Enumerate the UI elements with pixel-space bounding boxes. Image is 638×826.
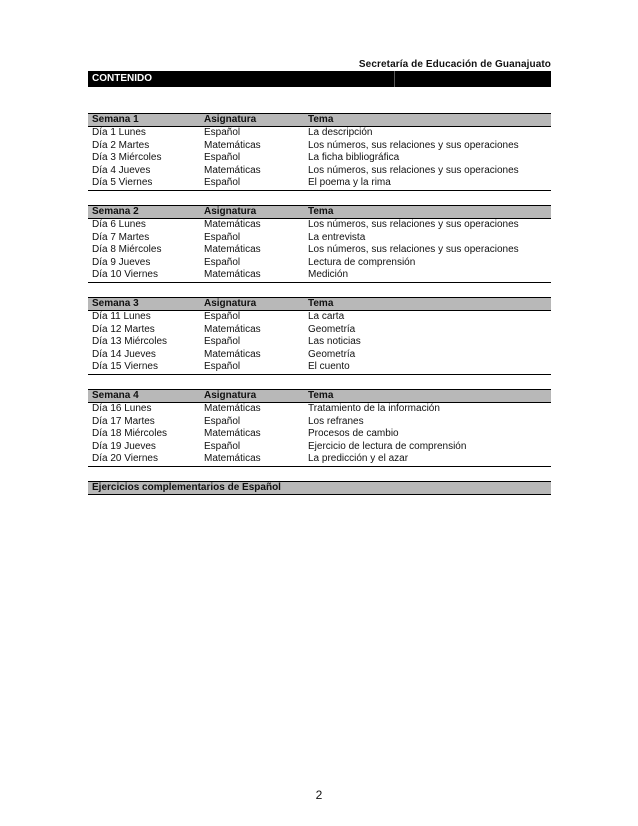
column-subject: Asignatura bbox=[204, 390, 257, 401]
week-header-3 bbox=[88, 297, 551, 311]
topic-cell: La entrevista bbox=[308, 231, 366, 243]
contents-bar bbox=[88, 71, 551, 87]
day-cell: Día 15 Viernes bbox=[92, 361, 158, 373]
subject-cell: Matemáticas bbox=[204, 139, 261, 151]
day-cell: Día 1 Lunes bbox=[92, 127, 146, 138]
complementary-exercises-bar bbox=[88, 481, 551, 495]
day-cell: Día 5 Viernes bbox=[92, 177, 153, 189]
page-number: 2 bbox=[315, 788, 323, 802]
day-cell: Día 2 Martes bbox=[92, 139, 150, 151]
contents-bar-divider bbox=[394, 71, 395, 87]
topic-cell: La descripción bbox=[308, 127, 373, 138]
week-header-4 bbox=[88, 389, 551, 403]
subject-cell: Español bbox=[204, 440, 241, 452]
table-row bbox=[88, 324, 551, 337]
week-title: Semana 2 bbox=[92, 206, 139, 217]
subject-cell: Matemáticas bbox=[204, 219, 261, 230]
week-header-2 bbox=[88, 205, 551, 219]
subject-cell: Español bbox=[204, 177, 241, 189]
day-cell: Día 10 Viernes bbox=[92, 269, 158, 281]
topic-cell: Lectura de comprensión bbox=[308, 256, 416, 268]
table-row bbox=[88, 441, 551, 454]
topic-cell: Medición bbox=[308, 269, 349, 281]
table-row bbox=[88, 177, 551, 190]
subject-cell: Español bbox=[204, 152, 241, 164]
day-cell: Día 12 Martes bbox=[92, 323, 155, 335]
column-topic: Tema bbox=[308, 298, 334, 309]
subject-cell: Matemáticas bbox=[204, 244, 261, 256]
table-row bbox=[88, 232, 551, 245]
table-row bbox=[88, 219, 551, 232]
subject-cell: Español bbox=[204, 361, 241, 373]
topic-cell: El poema y la rima bbox=[308, 177, 391, 189]
subject-cell: Español bbox=[204, 415, 241, 427]
week-title: Semana 4 bbox=[92, 390, 139, 401]
day-cell: Día 19 Jueves bbox=[92, 440, 156, 452]
subject-cell: Matemáticas bbox=[204, 403, 261, 414]
column-topic: Tema bbox=[308, 206, 334, 217]
table-row bbox=[88, 311, 551, 324]
topic-cell: Geometría bbox=[308, 348, 356, 360]
week-title: Semana 1 bbox=[92, 114, 139, 125]
day-cell: Día 3 Miércoles bbox=[92, 152, 162, 164]
table-row bbox=[88, 127, 551, 140]
complementary-exercises-label: Ejercicios complementarios de Español bbox=[92, 482, 281, 493]
day-cell: Día 16 Lunes bbox=[92, 403, 152, 414]
table-row bbox=[88, 269, 551, 282]
subject-cell: Español bbox=[204, 311, 241, 322]
subject-cell: Español bbox=[204, 231, 241, 243]
day-cell: Día 18 Miércoles bbox=[92, 428, 168, 440]
column-subject: Asignatura bbox=[204, 298, 257, 309]
week-table-2 bbox=[88, 205, 551, 283]
day-cell: Día 9 Jueves bbox=[92, 256, 151, 268]
day-cell: Día 20 Viernes bbox=[92, 453, 158, 465]
column-topic: Tema bbox=[308, 390, 334, 401]
subject-cell: Matemáticas bbox=[204, 323, 261, 335]
week-bottom-rule bbox=[88, 374, 551, 375]
day-cell: Día 8 Miércoles bbox=[92, 244, 162, 256]
topic-cell: Los números, sus relaciones y sus operaciones bbox=[308, 219, 519, 230]
table-row bbox=[88, 257, 551, 270]
column-subject: Asignatura bbox=[204, 206, 257, 217]
topic-cell: La ficha bibliográfica bbox=[308, 152, 400, 164]
topic-cell: Los números, sus relaciones y sus operaciones bbox=[308, 244, 519, 256]
table-row bbox=[88, 428, 551, 441]
table-row bbox=[88, 336, 551, 349]
day-cell: Día 7 Martes bbox=[92, 231, 150, 243]
table-row bbox=[88, 453, 551, 466]
table-row bbox=[88, 165, 551, 178]
day-cell: Día 13 Miércoles bbox=[92, 336, 168, 348]
week-bottom-rule bbox=[88, 466, 551, 467]
table-row bbox=[88, 244, 551, 257]
topic-cell: Los refranes bbox=[308, 415, 364, 427]
topic-cell: La carta bbox=[308, 311, 345, 322]
topic-cell: Ejercicio de lectura de comprensión bbox=[308, 440, 467, 452]
week-bottom-rule bbox=[88, 190, 551, 191]
week-table-3 bbox=[88, 297, 551, 375]
table-row bbox=[88, 416, 551, 429]
table-row bbox=[88, 349, 551, 362]
topic-cell: El cuento bbox=[308, 361, 350, 373]
organization-header: Secretaría de Educación de Guanajuato bbox=[358, 59, 551, 70]
subject-cell: Matemáticas bbox=[204, 453, 261, 465]
table-row bbox=[88, 152, 551, 165]
table-row bbox=[88, 361, 551, 374]
day-cell: Día 11 Lunes bbox=[92, 311, 151, 322]
subject-cell: Matemáticas bbox=[204, 269, 261, 281]
day-cell: Día 4 Jueves bbox=[92, 164, 151, 176]
week-title: Semana 3 bbox=[92, 298, 139, 309]
day-cell: Día 6 Lunes bbox=[92, 219, 146, 230]
week-table-1 bbox=[88, 113, 551, 191]
column-topic: Tema bbox=[308, 114, 334, 125]
subject-cell: Español bbox=[204, 336, 241, 348]
table-row bbox=[88, 140, 551, 153]
topic-cell: Las noticias bbox=[308, 336, 361, 348]
subject-cell: Matemáticas bbox=[204, 164, 261, 176]
week-table-4 bbox=[88, 389, 551, 467]
subject-cell: Español bbox=[204, 256, 241, 268]
topic-cell: Los números, sus relaciones y sus operaciones bbox=[308, 139, 519, 151]
topic-cell: La predicción y el azar bbox=[308, 453, 409, 465]
day-cell: Día 14 Jueves bbox=[92, 348, 156, 360]
subject-cell: Matemáticas bbox=[204, 348, 261, 360]
week-bottom-rule bbox=[88, 282, 551, 283]
contents-label: CONTENIDO bbox=[92, 73, 152, 84]
week-header-1 bbox=[88, 113, 551, 127]
topic-cell: Los números, sus relaciones y sus operaciones bbox=[308, 164, 519, 176]
table-row bbox=[88, 403, 551, 416]
day-cell: Día 17 Martes bbox=[92, 415, 155, 427]
topic-cell: Tratamiento de la información bbox=[308, 403, 440, 414]
topic-cell: Geometría bbox=[308, 323, 356, 335]
subject-cell: Español bbox=[204, 127, 241, 138]
subject-cell: Matemáticas bbox=[204, 428, 261, 440]
topic-cell: Procesos de cambio bbox=[308, 428, 399, 440]
column-subject: Asignatura bbox=[204, 114, 257, 125]
